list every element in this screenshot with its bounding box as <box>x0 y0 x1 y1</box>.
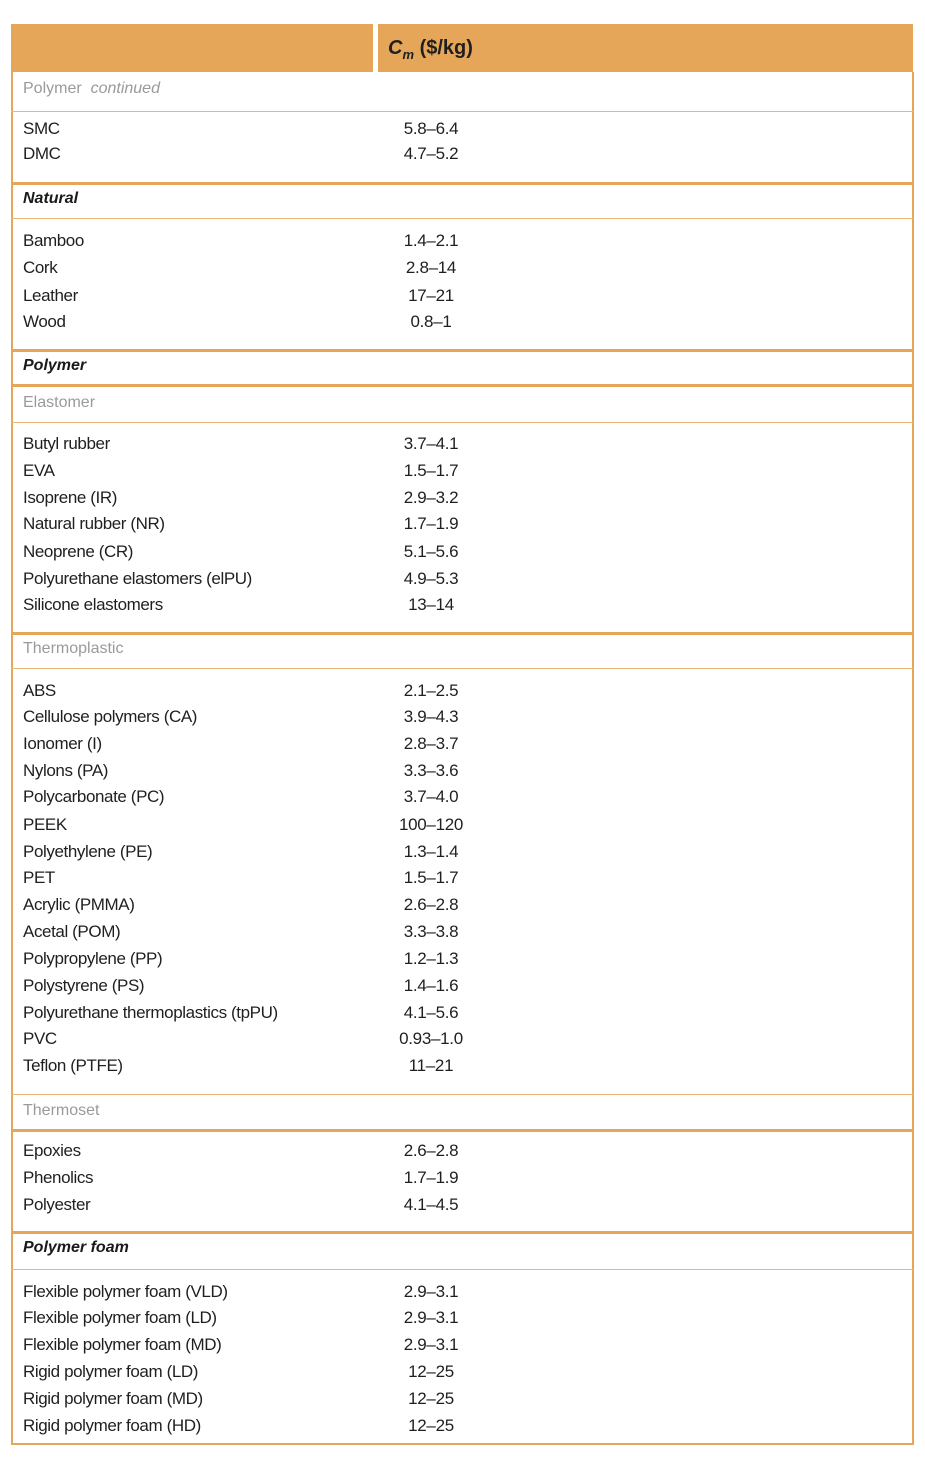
material-name: DMC <box>23 144 61 163</box>
material-name: SMC <box>23 119 60 138</box>
cost-value: 3.7–4.0 <box>403 787 459 806</box>
cost-value: 1.3–1.4 <box>403 842 459 861</box>
material-name: Rigid polymer foam (HD) <box>23 1416 201 1435</box>
table-row <box>23 949 903 975</box>
material-name: Epoxies <box>23 1141 81 1160</box>
cost-value: 4.1–4.5 <box>403 1195 459 1214</box>
cost-value: 12–25 <box>408 1389 454 1408</box>
table-row <box>23 488 903 514</box>
material-name: PVC <box>23 1029 57 1048</box>
table-row <box>23 761 903 787</box>
material-name: PEEK <box>23 815 67 834</box>
cost-value: 0.93–1.0 <box>399 1029 463 1048</box>
section-caption-elastomer: Elastomer <box>23 394 96 411</box>
material-name: Nylons (PA) <box>23 761 109 780</box>
cost-value: 2.9–3.1 <box>403 1335 459 1354</box>
cost-table <box>11 24 913 1445</box>
material-name: Flexible polymer foam (MD) <box>23 1335 222 1354</box>
table-row <box>23 542 903 568</box>
table-row <box>23 144 903 170</box>
table-row <box>23 922 903 948</box>
table-row <box>23 1335 903 1361</box>
cost-value: 2.8–14 <box>405 258 457 277</box>
divider <box>11 668 914 669</box>
material-name: Silicone elastomers <box>23 595 163 614</box>
table-row <box>23 734 903 760</box>
header-divider <box>373 24 378 72</box>
material-name: Cork <box>23 258 58 277</box>
table-row <box>23 815 903 841</box>
table-row <box>23 1029 903 1055</box>
table-bottom-border <box>11 1443 914 1445</box>
cost-value: 4.1–5.6 <box>403 1003 459 1022</box>
material-name: Phenolics <box>23 1168 94 1187</box>
divider <box>11 422 914 423</box>
table-row <box>23 895 903 921</box>
cost-column-title: $C_m$ ($/kg) <box>388 37 473 62</box>
cost-value: 1.5–1.7 <box>403 868 459 887</box>
cost-value: 3.3–3.6 <box>403 761 459 780</box>
table-header <box>11 24 913 72</box>
section-caption-polymer-continued: Polymer continued <box>23 80 160 97</box>
section-caption-polymer-foam: Polymer foam <box>23 1239 129 1256</box>
material-name: ABS <box>23 681 56 700</box>
material-name: Wood <box>23 312 66 331</box>
table-row <box>23 231 903 257</box>
material-name: Flexible polymer foam (VLD) <box>23 1282 228 1301</box>
section-caption-thermoplastic: Thermoplastic <box>23 640 124 657</box>
material-name: Polyester <box>23 1195 91 1214</box>
table-row <box>23 1003 903 1029</box>
divider <box>11 349 914 352</box>
section-caption-thermoset: Thermoset <box>23 1102 100 1119</box>
material-name: Isoprene (IR) <box>23 488 118 507</box>
table-row <box>23 461 903 487</box>
table-row <box>23 681 903 707</box>
table-row <box>23 787 903 813</box>
cost-value: 1.2–1.3 <box>403 949 459 968</box>
cost-value: 1.4–2.1 <box>403 231 459 250</box>
material-name: Polypropylene (PP) <box>23 949 163 968</box>
cost-value: 2.9–3.1 <box>403 1308 459 1327</box>
cost-value: 1.4–1.6 <box>403 976 459 995</box>
material-name: Teflon (PTFE) <box>23 1056 123 1075</box>
material-name: Acrylic (PMMA) <box>23 895 135 914</box>
material-name: PET <box>23 868 55 887</box>
divider <box>11 1269 914 1270</box>
cost-value: 12–25 <box>408 1416 454 1435</box>
divider <box>11 632 914 635</box>
cost-value: 3.3–3.8 <box>403 922 459 941</box>
cost-value: 2.6–2.8 <box>403 1141 459 1160</box>
table-left-border <box>11 72 13 1445</box>
divider <box>11 182 914 185</box>
cost-value: 12–25 <box>408 1362 454 1381</box>
divider <box>11 1231 914 1234</box>
table-row <box>23 258 903 284</box>
table-row <box>23 119 903 145</box>
divider <box>11 1094 914 1095</box>
table-row <box>23 842 903 868</box>
material-name: Rigid polymer foam (MD) <box>23 1389 203 1408</box>
material-name: Bamboo <box>23 231 84 250</box>
table-row <box>23 514 903 540</box>
table-row <box>23 1282 903 1308</box>
material-name: Natural rubber (NR) <box>23 514 165 533</box>
cost-value: 13–14 <box>408 595 454 614</box>
table-row <box>23 1195 903 1221</box>
material-name: Polystyrene (PS) <box>23 976 145 995</box>
table-right-border <box>912 72 914 1445</box>
divider <box>11 111 914 112</box>
table-row <box>23 1362 903 1388</box>
cost-value: 0.8–1 <box>410 312 452 331</box>
table-row <box>23 1168 903 1194</box>
material-name: Cellulose polymers (CA) <box>23 707 198 726</box>
table-row <box>23 312 903 338</box>
divider <box>11 218 914 219</box>
table-row <box>23 1308 903 1334</box>
material-name: Leather <box>23 286 78 305</box>
cost-value: 11–21 <box>408 1056 454 1075</box>
material-name: Polyurethane thermoplastics (tpPU) <box>23 1003 278 1022</box>
cost-value: 3.7–4.1 <box>403 434 459 453</box>
cost-value: 5.8–6.4 <box>403 119 459 138</box>
table-row <box>23 286 903 312</box>
cost-value: 1.5–1.7 <box>403 461 459 480</box>
table-row <box>23 1056 903 1082</box>
cost-value: 4.7–5.2 <box>403 144 459 163</box>
material-name: Ionomer (I) <box>23 734 102 753</box>
table-row <box>23 595 903 621</box>
material-name: Polyethylene (PE) <box>23 842 153 861</box>
material-name: Flexible polymer foam (LD) <box>23 1308 217 1327</box>
table-row <box>23 434 903 460</box>
cost-value: 3.9–4.3 <box>403 707 459 726</box>
cost-value: 17–21 <box>408 286 454 305</box>
material-name: EVA <box>23 461 55 480</box>
material-name: Butyl rubber <box>23 434 110 453</box>
section-caption-polymer: Polymer <box>23 357 87 374</box>
table-row <box>23 976 903 1002</box>
cost-value: 2.9–3.2 <box>403 488 459 507</box>
table-row <box>23 707 903 733</box>
table-row <box>23 569 903 595</box>
cost-value: 100–120 <box>398 815 464 834</box>
table-row <box>23 1141 903 1167</box>
material-name: Polyurethane elastomers (elPU) <box>23 569 252 588</box>
cost-value: 2.8–3.7 <box>403 734 459 753</box>
section-caption-natural: Natural <box>23 190 79 207</box>
cost-value: 2.9–3.1 <box>403 1282 459 1301</box>
material-name: Neoprene (CR) <box>23 542 134 561</box>
material-name: Rigid polymer foam (LD) <box>23 1362 199 1381</box>
cost-value: 2.6–2.8 <box>403 895 459 914</box>
table-row <box>23 1389 903 1415</box>
cost-value: 1.7–1.9 <box>403 1168 459 1187</box>
cost-value: 5.1–5.6 <box>403 542 459 561</box>
cost-value: 1.7–1.9 <box>403 514 459 533</box>
material-name: Acetal (POM) <box>23 922 121 941</box>
table-row <box>23 1416 903 1442</box>
cost-value: 4.9–5.3 <box>403 569 459 588</box>
divider <box>11 384 914 387</box>
material-name: Polycarbonate (PC) <box>23 787 165 806</box>
cost-value: 2.1–2.5 <box>403 681 459 700</box>
divider <box>11 1129 914 1132</box>
table-row <box>23 868 903 894</box>
